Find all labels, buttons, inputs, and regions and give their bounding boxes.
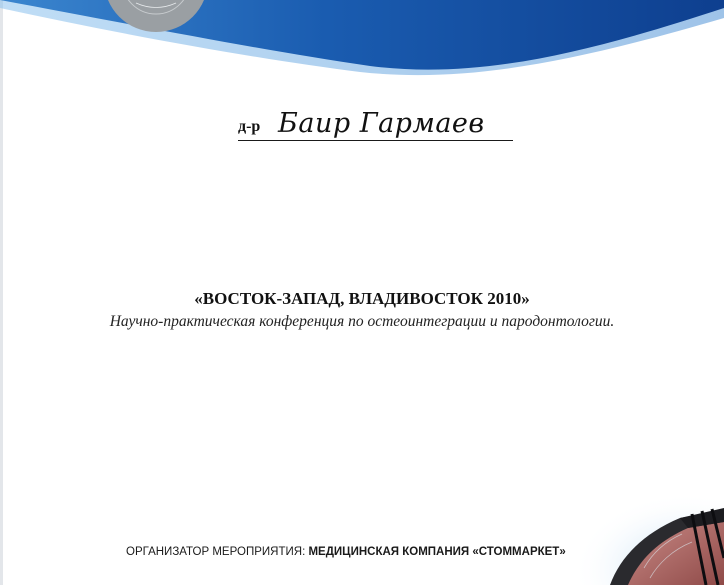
organizer-label: ОРГАНИЗАТОР МЕРОПРИЯТИЯ: <box>126 546 306 558</box>
event-subtitle: Научно-практическая конференция по остеоинтеграции и пародонтологии. <box>109 313 615 330</box>
dental-seal-logo <box>102 0 210 34</box>
recipient-line <box>238 100 513 141</box>
recipient-name: Баир Гармаев <box>278 108 485 139</box>
recipient-title: д-р <box>238 118 261 135</box>
dental-image-decoration <box>580 488 724 585</box>
organizer-company: МЕДИЦИНСКАЯ КОМПАНИЯ «СТОММАРКЕТ» <box>308 546 566 558</box>
event-title: «ВОСТОК-ЗАПАД, ВЛАДИВОСТОК 2010» <box>194 289 530 308</box>
organizer-line <box>126 546 566 558</box>
